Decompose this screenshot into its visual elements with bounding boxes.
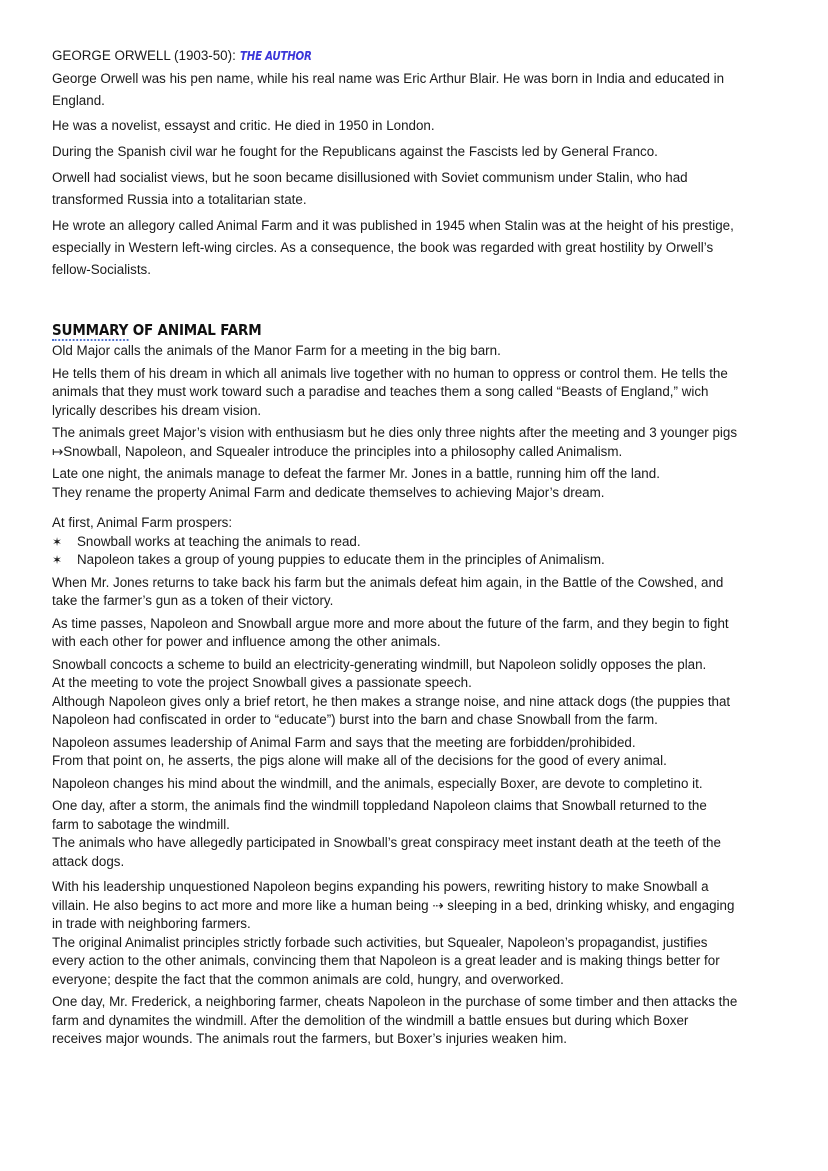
text-line: The animals greet Major’s vision with enthusiasm but he dies only three nights after the meeting and 3 younger pigs	[52, 425, 738, 440]
document-page	[52, 46, 787, 1053]
text-line: transformed Russia into a totalitarian state.	[52, 192, 307, 207]
summary-paragraph	[52, 465, 787, 502]
text-line: lyrically describes his dream vision.	[52, 402, 262, 418]
text-line: He tells them of his dream in which all animals live together with no human to oppress or control them. He tells the	[52, 365, 728, 381]
text-line: animals that they must work toward such a paradise and teaches them a song called “Beasts of England,” wich	[52, 384, 709, 399]
author-paragraph	[52, 115, 787, 137]
text-line: everyone; despite the fact that the common animals are cold, hungry, and overworked.	[52, 971, 564, 987]
text-line: He wrote an allegory called Animal Farm and it was published in 1945 when Stalin was at the height of his prestige,	[52, 218, 734, 233]
summary-paragraph	[52, 797, 787, 871]
text-line: Late one night, the animals manage to defeat the farmer Mr. Jones in a battle, running him off the land.	[52, 466, 660, 481]
summary-title	[52, 321, 261, 339]
text-line: ↦Snowball, Napoleon, and Squealer introduce the principles into a philosophy called Animalism.	[52, 443, 623, 459]
text-line: especially in Western left-wing circles. As a consequence, the book was regarded with great hostility by Orwell’s	[52, 240, 714, 255]
text-line: One day, Mr. Frederick, a neighboring farmer, cheats Napoleon in the purchase of some timber and then attacks the	[52, 994, 738, 1009]
summary-title-underlined: SUMMARY	[52, 321, 129, 339]
text-line: receives major wounds. The animals rout the farmers, but Boxer’s injuries weaken him.	[52, 1031, 568, 1046]
star-bullet-icon: ✶	[52, 553, 63, 567]
text-line: in trade with neighboring farmers.	[52, 916, 251, 931]
summary-paragraph	[52, 878, 787, 989]
summary-paragraph	[52, 574, 787, 611]
summary-section	[52, 321, 787, 1049]
summary-paragraph	[52, 424, 787, 461]
text-line: Old Major calls the animals of the Manor Farm for a meeting in the big barn.	[52, 343, 501, 358]
summary-paragraph	[52, 734, 787, 771]
text-line: fellow-Socialists.	[52, 262, 151, 277]
text-line: England.	[52, 93, 105, 108]
text-line: Napoleon assumes leadership of Animal Farm and says that the meeting are forbidden/prohibided.	[52, 734, 636, 750]
summary-paragraph	[52, 993, 787, 1049]
text-line: Orwell had socialist views, but he soon became disillusioned with Soviet communism under Stalin, who had	[52, 170, 688, 185]
text-line: The original Animalist principles strictly forbade such activities, but Squealer, Napoleon’s propagandist, justifies	[52, 934, 708, 950]
text-line: From that point on, he asserts, the pigs alone will make all of the decisions for the good of every animal.	[52, 753, 667, 768]
bullet-text: Napoleon takes a group of young puppies to educate them in the principles of Animalism.	[77, 552, 605, 567]
author-heading	[52, 46, 787, 66]
text-line: Snowball concocts a scheme to build an electricity-generating windmill, but Napoleon solidly opposes the plan.	[52, 656, 707, 672]
text-line: With his leadership unquestioned Napoleon begins expanding his powers, rewriting history to make Snowball a	[52, 879, 709, 894]
text-line: attack dogs.	[52, 853, 125, 869]
text-line: Napoleon changes his mind about the windmill, and the animals, especially Boxer, are devote to completino it.	[52, 775, 703, 791]
text-line: As time passes, Napoleon and Snowball argue more and more about the future of the farm, and they begin to fight	[52, 615, 729, 631]
star-bullet-icon: ✶	[52, 534, 63, 549]
bullet-item	[52, 551, 787, 570]
bullet-text: Snowball works at teaching the animals to read.	[77, 533, 361, 549]
summary-paragraph	[52, 342, 787, 361]
summary-title-rest: OF ANIMAL FARM	[128, 321, 262, 339]
text-line: farm to sabotage the windmill.	[52, 816, 230, 832]
text-line: During the Spanish civil war he fought for the Republicans against the Fascists led by General Franco.	[52, 144, 658, 159]
text-line: He was a novelist, essayst and critic. He died in 1950 in London.	[52, 118, 435, 133]
text-line: At first, Animal Farm prospers:	[52, 515, 233, 530]
text-line: One day, after a storm, the animals find the windmill toppledand Napoleon claims that Snowball returned to the	[52, 798, 707, 813]
summary-paragraph	[52, 365, 787, 421]
author-paragraph	[52, 167, 787, 211]
summary-paragraph	[52, 656, 787, 730]
prosper-intro	[52, 514, 787, 533]
text-line: take the farmer’s gun as a token of their victory.	[52, 593, 334, 608]
author-heading-text: GEORGE ORWELL (1903-50):	[52, 48, 236, 63]
prosper-bullet-list	[52, 533, 787, 570]
text-line: The animals who have allegedly participated in Snowball’s great conspiracy meet instant death at the teeth of the	[52, 835, 721, 850]
text-line: At the meeting to vote the project Snowball gives a passionate speech.	[52, 675, 472, 690]
bullet-item	[52, 533, 787, 552]
text-line: Although Napoleon gives only a brief retort, he then makes a strange noise, and nine attack dogs (the puppies that	[52, 693, 731, 709]
text-line: George Orwell was his pen name, while his real name was Eric Arthur Blair. He was born in India and educated in	[52, 71, 725, 86]
text-line: Napoleon had confiscated in order to “educate”) burst into the barn and chase Snowball from the farm.	[52, 712, 658, 727]
text-line: villain. He also begins to act more and more like a human being ⇢ sleeping in a bed, drinking whisky, and engaging	[52, 897, 735, 913]
summary-paragraph	[52, 775, 787, 794]
author-paragraph	[52, 215, 787, 281]
author-heading-tag: THE AUTHOR	[239, 48, 312, 63]
text-line: When Mr. Jones returns to take back his farm but the animals defeat him again, in the Battle of the Cowshed, and	[52, 574, 724, 590]
summary-paragraph	[52, 615, 787, 652]
author-paragraph	[52, 68, 787, 112]
author-paragraph	[52, 141, 787, 163]
text-line: farm and dynamites the windmill. After the demolition of the windmill a battle ensues but during which Boxer	[52, 1012, 689, 1028]
author-section	[52, 46, 787, 281]
text-line: They rename the property Animal Farm and dedicate themselves to achieving Major’s dream.	[52, 484, 605, 500]
text-line: every action to the other animals, convincing them that Napoleon is a great leader and is making things better for	[52, 953, 720, 968]
text-line: with each other for power and influence among the other animals.	[52, 634, 441, 649]
